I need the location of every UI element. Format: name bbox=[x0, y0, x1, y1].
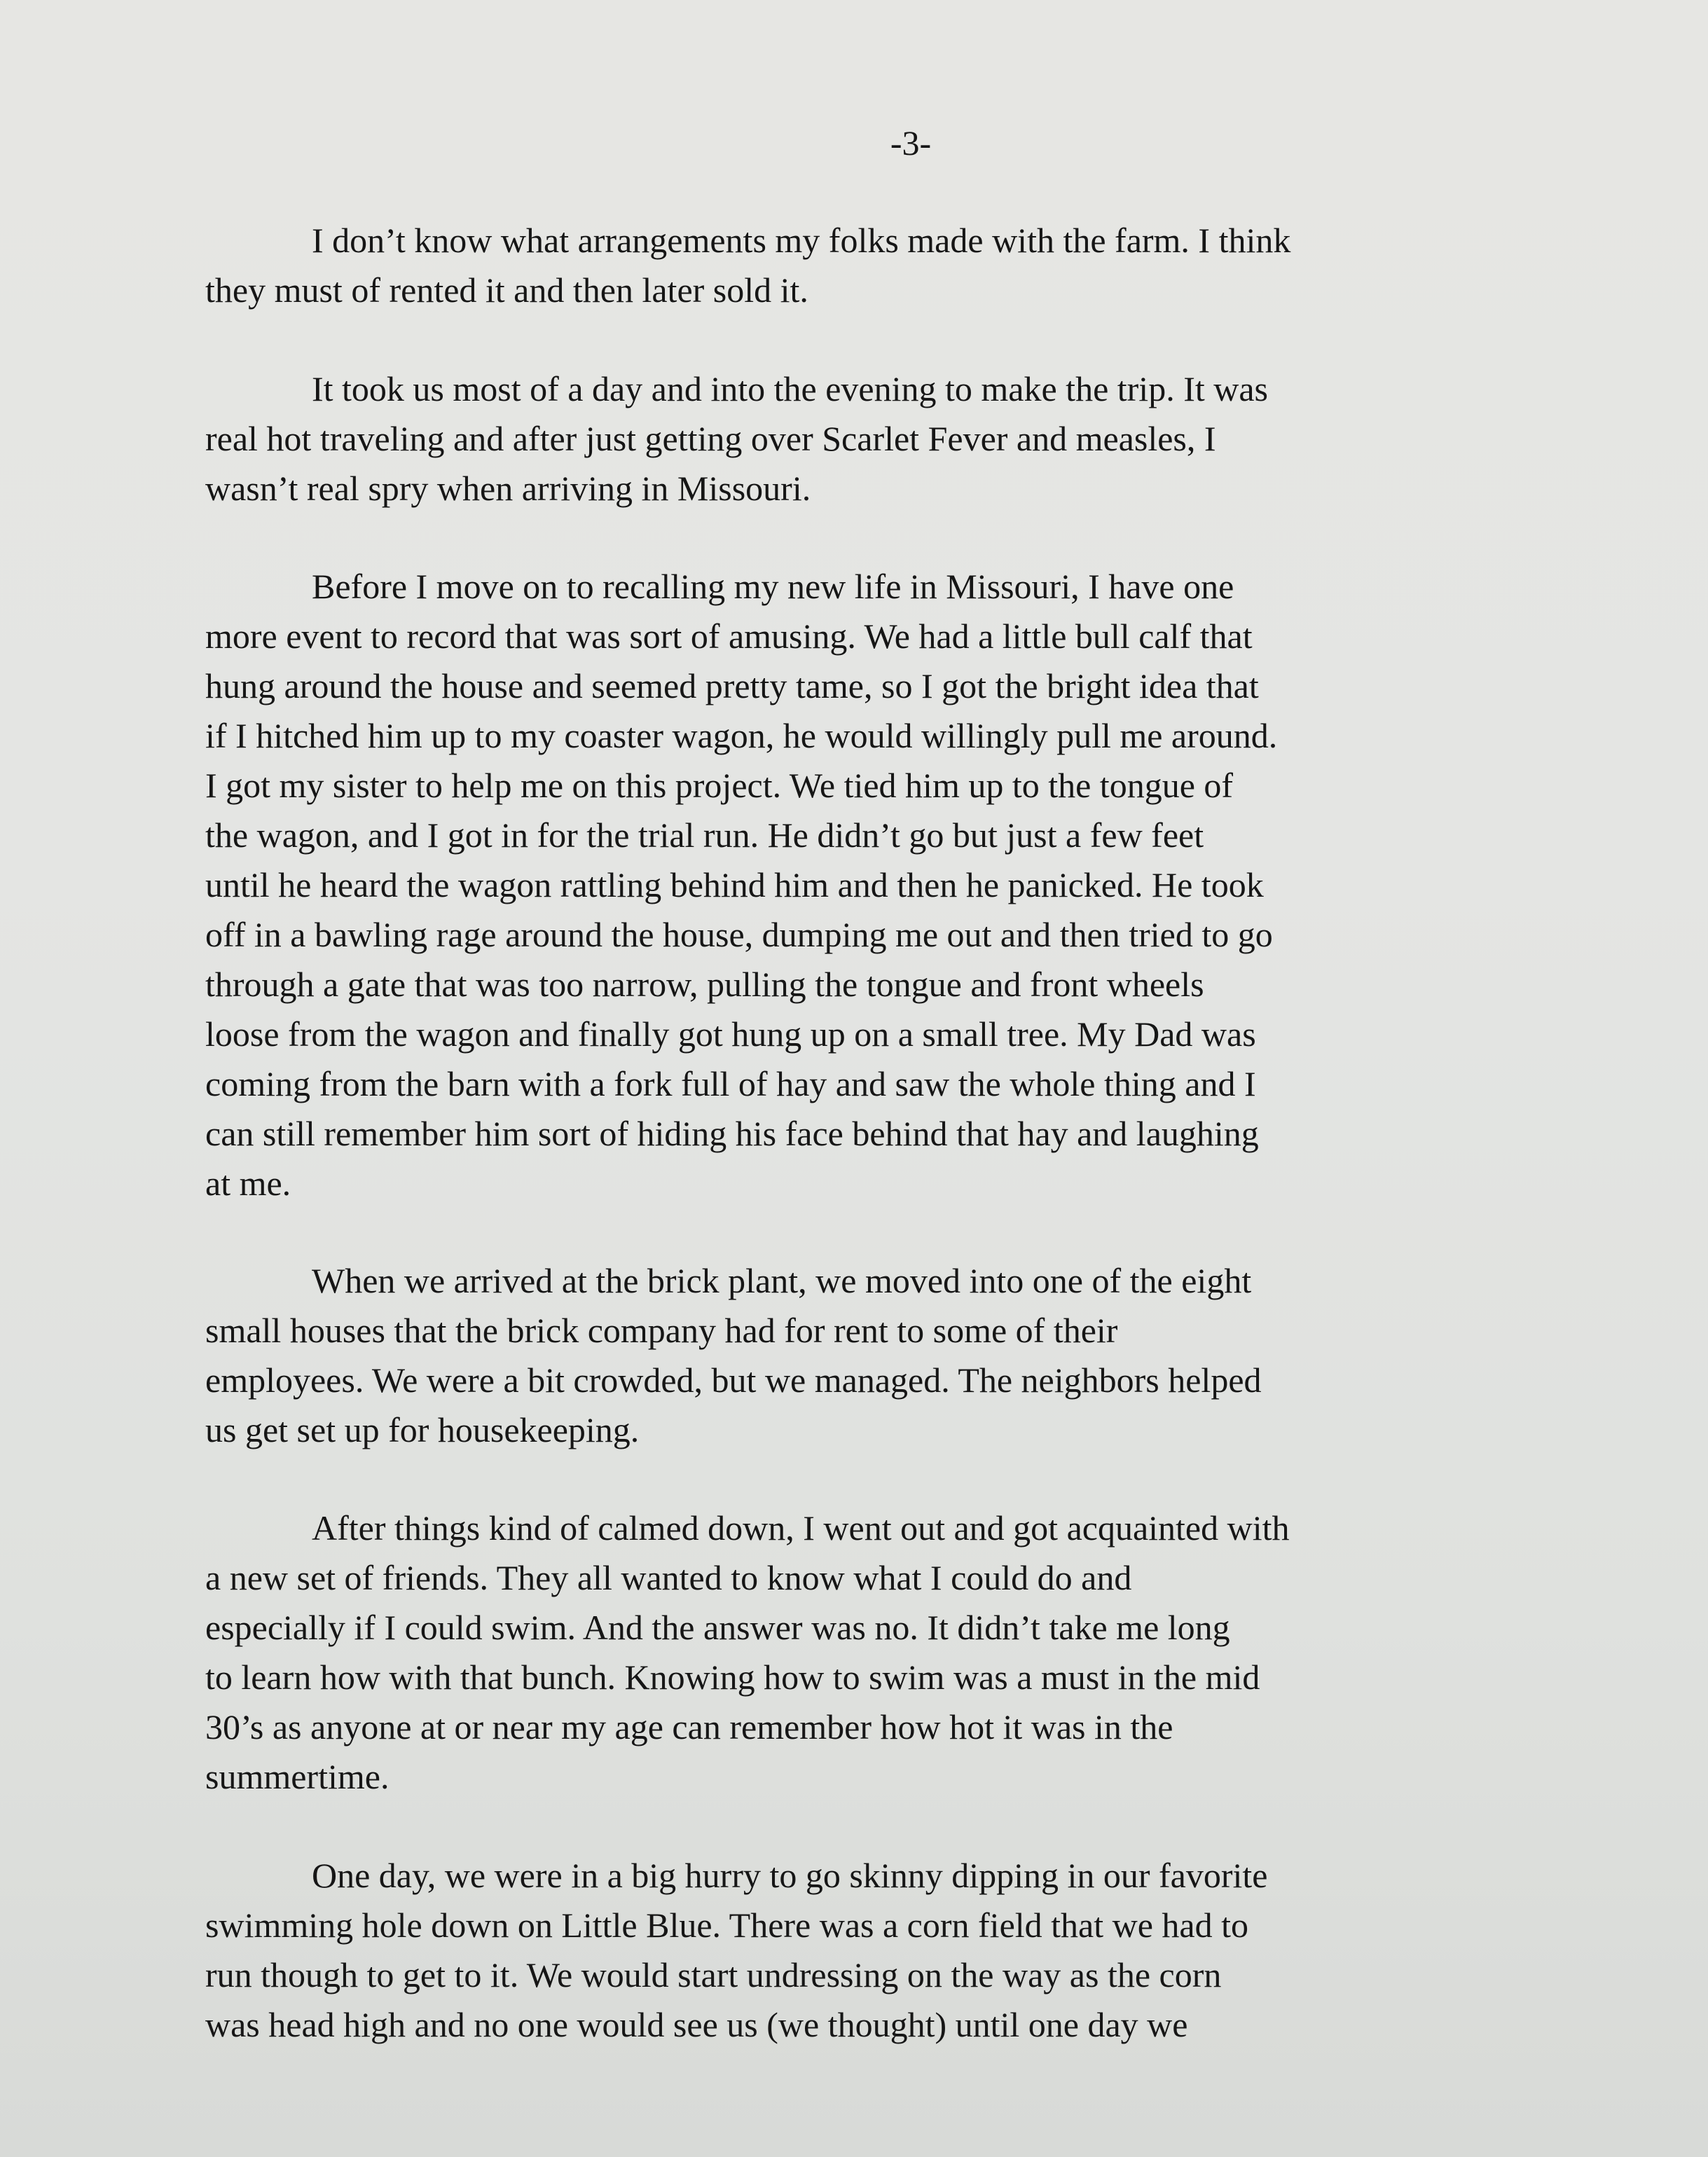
text-line: hung around the house and seemed pretty tame, so I got the bright idea that bbox=[205, 666, 1259, 705]
text-line: It took us most of a day and into the evening to make the trip. It was bbox=[312, 369, 1268, 408]
text-line: coming from the barn with a fork full of hay and saw the whole thing and I bbox=[205, 1064, 1256, 1103]
paragraph-new-friends bbox=[205, 1503, 1290, 1802]
text-line: loose from the wagon and finally got hung up on a small tree. My Dad was bbox=[205, 1014, 1256, 1054]
text-line: especially if I could swim. And the answer was no. It didn’t take me long bbox=[205, 1608, 1230, 1647]
text-line: more event to record that was sort of amusing. We had a little bull calf that bbox=[205, 616, 1253, 656]
text-line: through a gate that was too narrow, pulling the tongue and front wheels bbox=[205, 965, 1204, 1004]
text-line: the wagon, and I got in for the trial run. He didn’t go but just a few feet bbox=[205, 815, 1204, 855]
text-line: if I hitched him up to my coaster wagon, he would willingly pull me around. bbox=[205, 716, 1278, 755]
text-line: wasn’t real spry when arriving in Missouri. bbox=[205, 469, 811, 508]
paragraph-brick-plant bbox=[205, 1256, 1262, 1455]
text-line: can still remember him sort of hiding his face behind that hay and laughing bbox=[205, 1114, 1259, 1153]
text-line: small houses that the brick company had for rent to some of their bbox=[205, 1311, 1118, 1350]
text-line: real hot traveling and after just getting over Scarlet Fever and measles, I bbox=[205, 419, 1216, 458]
paragraph-trip bbox=[205, 364, 1268, 514]
text-line: I got my sister to help me on this project. We tied him up to the tongue of bbox=[205, 766, 1234, 805]
paragraph-farm-arrangements bbox=[205, 216, 1290, 315]
text-line: to learn how with that bunch. Knowing how to swim was a must in the mid bbox=[205, 1658, 1260, 1697]
paragraph-skinny-dipping bbox=[205, 1851, 1268, 2050]
text-line: off in a bawling rage around the house, dumping me out and then tried to go bbox=[205, 915, 1273, 954]
text-line: they must of rented it and then later sold it. bbox=[205, 270, 808, 310]
text-line: at me. bbox=[205, 1164, 291, 1203]
text-line: Before I move on to recalling my new life in Missouri, I have one bbox=[312, 567, 1234, 606]
text-line: a new set of friends. They all wanted to know what I could do and bbox=[205, 1558, 1132, 1597]
paragraph-bull-calf bbox=[205, 562, 1277, 1208]
text-line: One day, we were in a big hurry to go skinny dipping in our favorite bbox=[312, 1856, 1268, 1895]
text-line: summertime. bbox=[205, 1757, 390, 1796]
text-line: I don’t know what arrangements my folks made with the farm. I think bbox=[312, 221, 1291, 260]
text-line: us get set up for housekeeping. bbox=[205, 1410, 640, 1449]
text-line: 30’s as anyone at or near my age can remember how hot it was in the bbox=[205, 1707, 1173, 1746]
text-line: When we arrived at the brick plant, we moved into one of the eight bbox=[312, 1261, 1252, 1300]
text-line: was head high and no one would see us (we thought) until one day we bbox=[205, 2005, 1188, 2044]
text-line: until he heard the wagon rattling behind him and then he panicked. He took bbox=[205, 865, 1264, 904]
text-line: After things kind of calmed down, I went out and got acquainted with bbox=[312, 1508, 1290, 1548]
text-line: run though to get to it. We would start undressing on the way as the corn bbox=[205, 1955, 1222, 1994]
text-line: swimming hole down on Little Blue. There was a corn field that we had to bbox=[205, 1906, 1249, 1945]
text-line: employees. We were a bit crowded, but we managed. The neighbors helped bbox=[205, 1360, 1262, 1400]
page-number: -3- bbox=[890, 123, 932, 163]
